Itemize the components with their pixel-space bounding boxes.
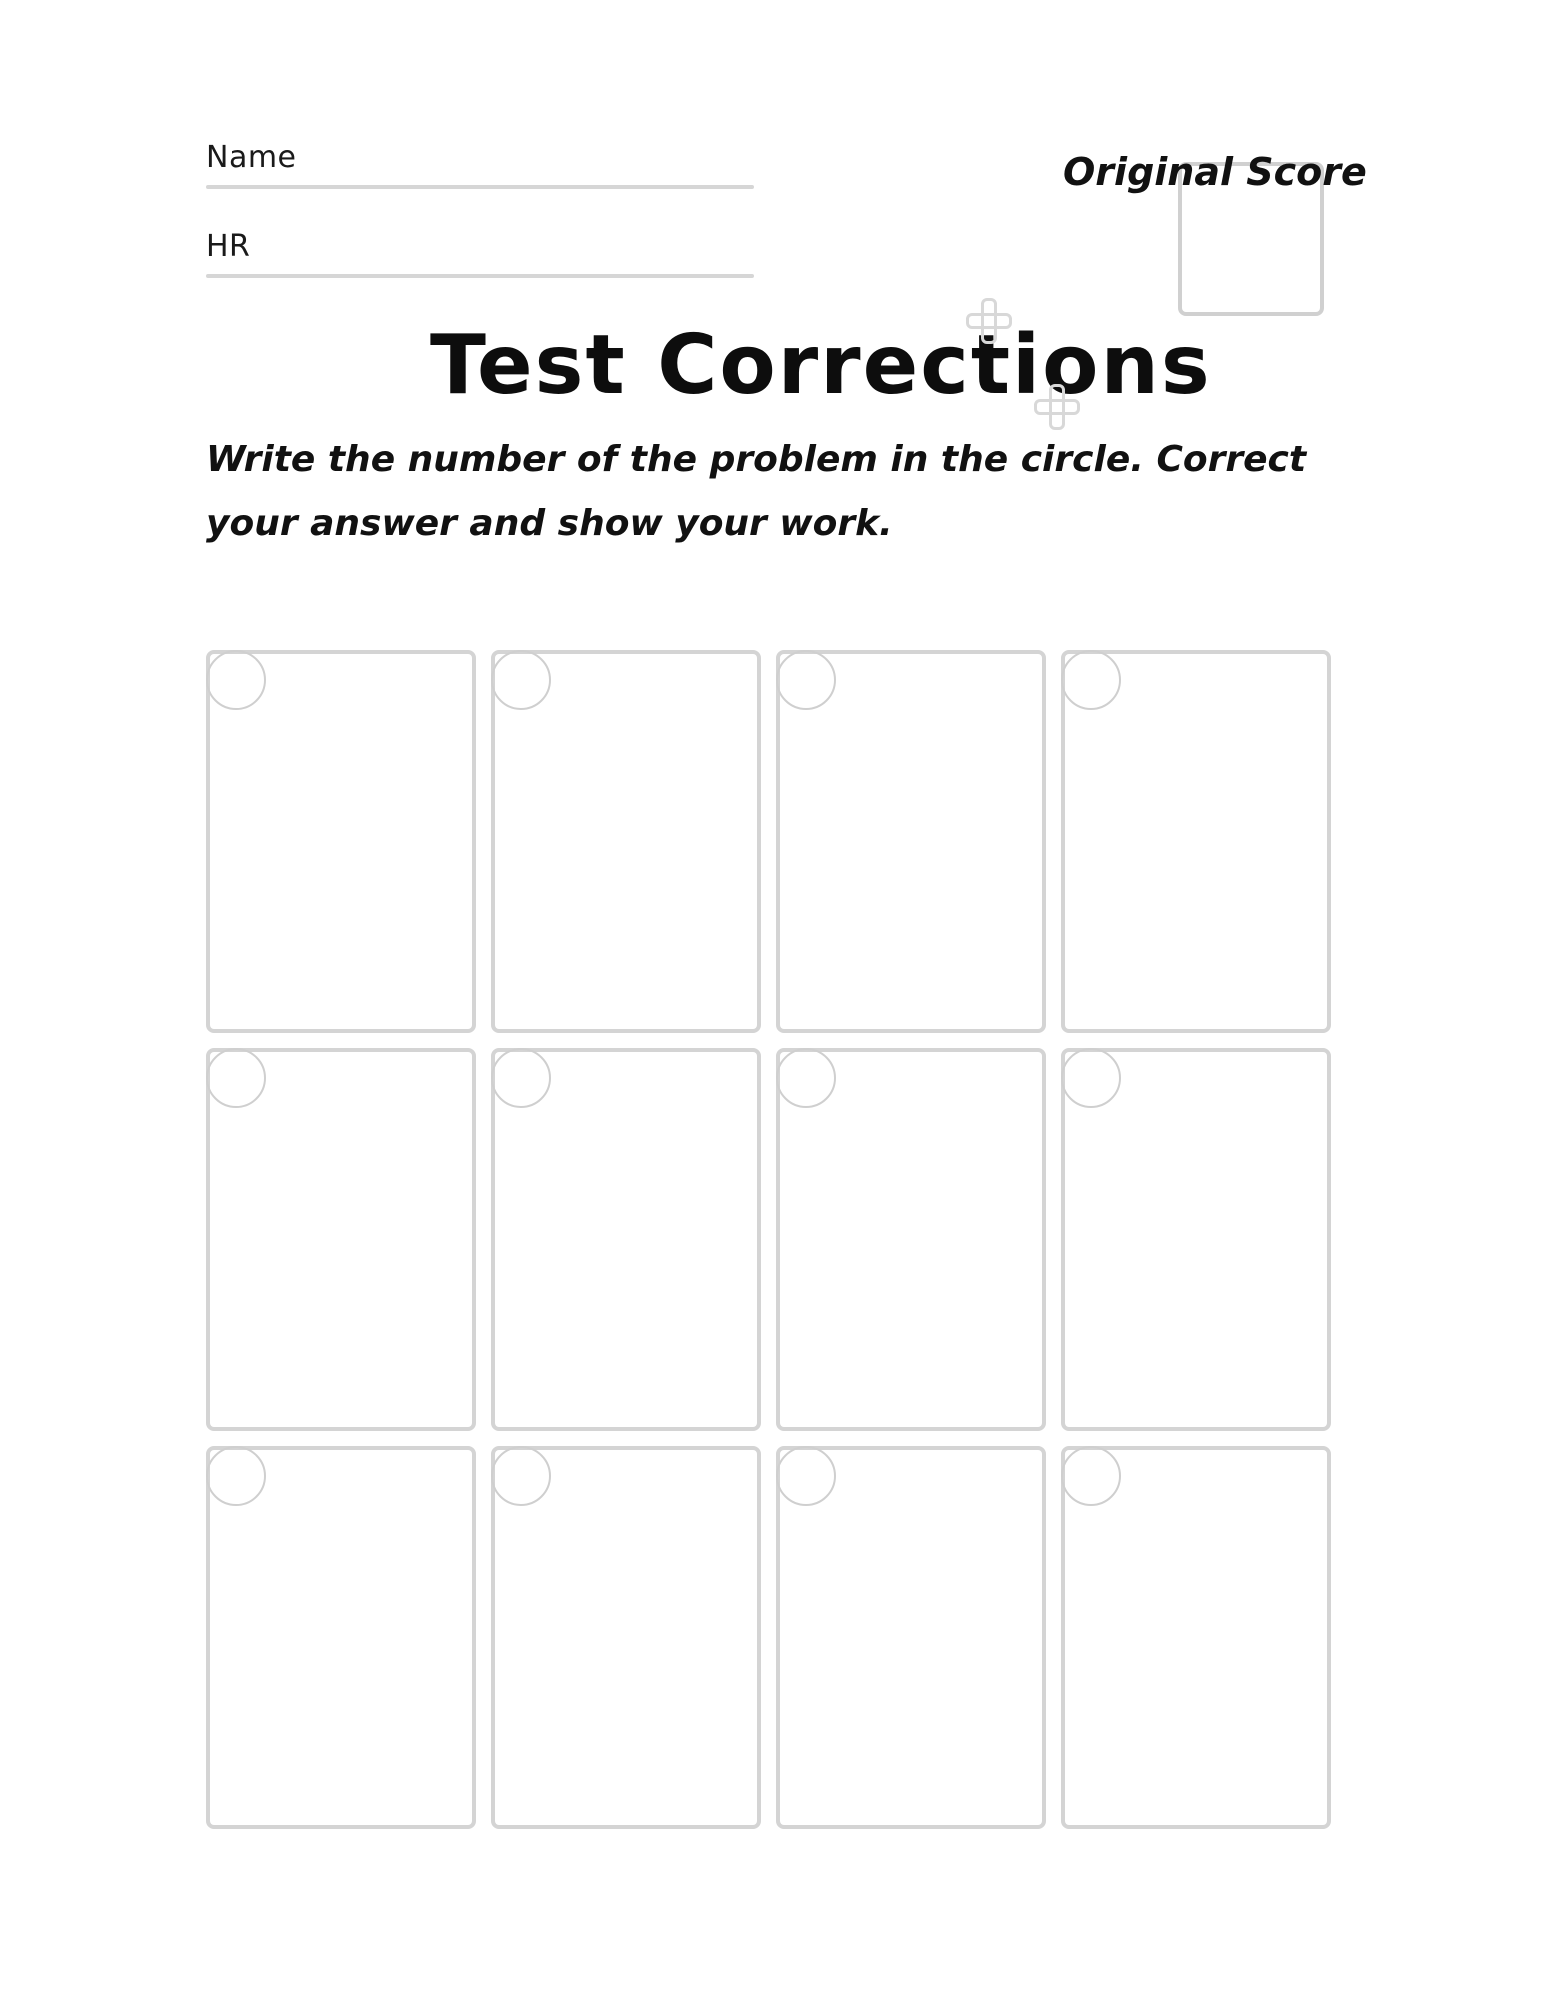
correction-card[interactable]: [776, 1048, 1046, 1431]
correction-card[interactable]: [206, 1048, 476, 1431]
correction-card[interactable]: [491, 650, 761, 1033]
correction-card[interactable]: [1061, 650, 1331, 1033]
plus-decoration-icon: [1034, 384, 1080, 430]
problem-number-circle[interactable]: [1061, 1446, 1121, 1506]
correction-card[interactable]: [1061, 1048, 1331, 1431]
problem-number-circle[interactable]: [1061, 650, 1121, 710]
correction-card[interactable]: [491, 1446, 761, 1829]
problem-number-circle[interactable]: [206, 1048, 266, 1108]
problem-number-circle[interactable]: [206, 1446, 266, 1506]
instructions-text: Write the number of the problem in the circle. Correct your answer and show your work.: [206, 439, 1307, 544]
correction-card[interactable]: [491, 1048, 761, 1431]
correction-card[interactable]: [1061, 1446, 1331, 1829]
correction-card[interactable]: [206, 650, 476, 1033]
problem-number-circle[interactable]: [491, 650, 551, 710]
correction-card[interactable]: [776, 650, 1046, 1033]
page-title: Test Corrections: [430, 318, 1212, 413]
problem-number-circle[interactable]: [206, 650, 266, 710]
problem-number-circle[interactable]: [491, 1048, 551, 1108]
correction-card[interactable]: [206, 1446, 476, 1829]
problem-number-circle[interactable]: [776, 1048, 836, 1108]
name-line[interactable]: [206, 185, 754, 189]
name-label: Name: [206, 140, 297, 175]
hr-line[interactable]: [206, 274, 754, 278]
correction-card[interactable]: [776, 1446, 1046, 1829]
plus-decoration-icon: [966, 298, 1012, 344]
hr-label: HR: [206, 229, 251, 264]
problem-number-circle[interactable]: [1061, 1048, 1121, 1108]
corrections-grid: [206, 650, 1331, 1829]
problem-number-circle[interactable]: [776, 650, 836, 710]
original-score-label: Original Score: [1063, 150, 1367, 194]
problem-number-circle[interactable]: [491, 1446, 551, 1506]
problem-number-circle[interactable]: [776, 1446, 836, 1506]
